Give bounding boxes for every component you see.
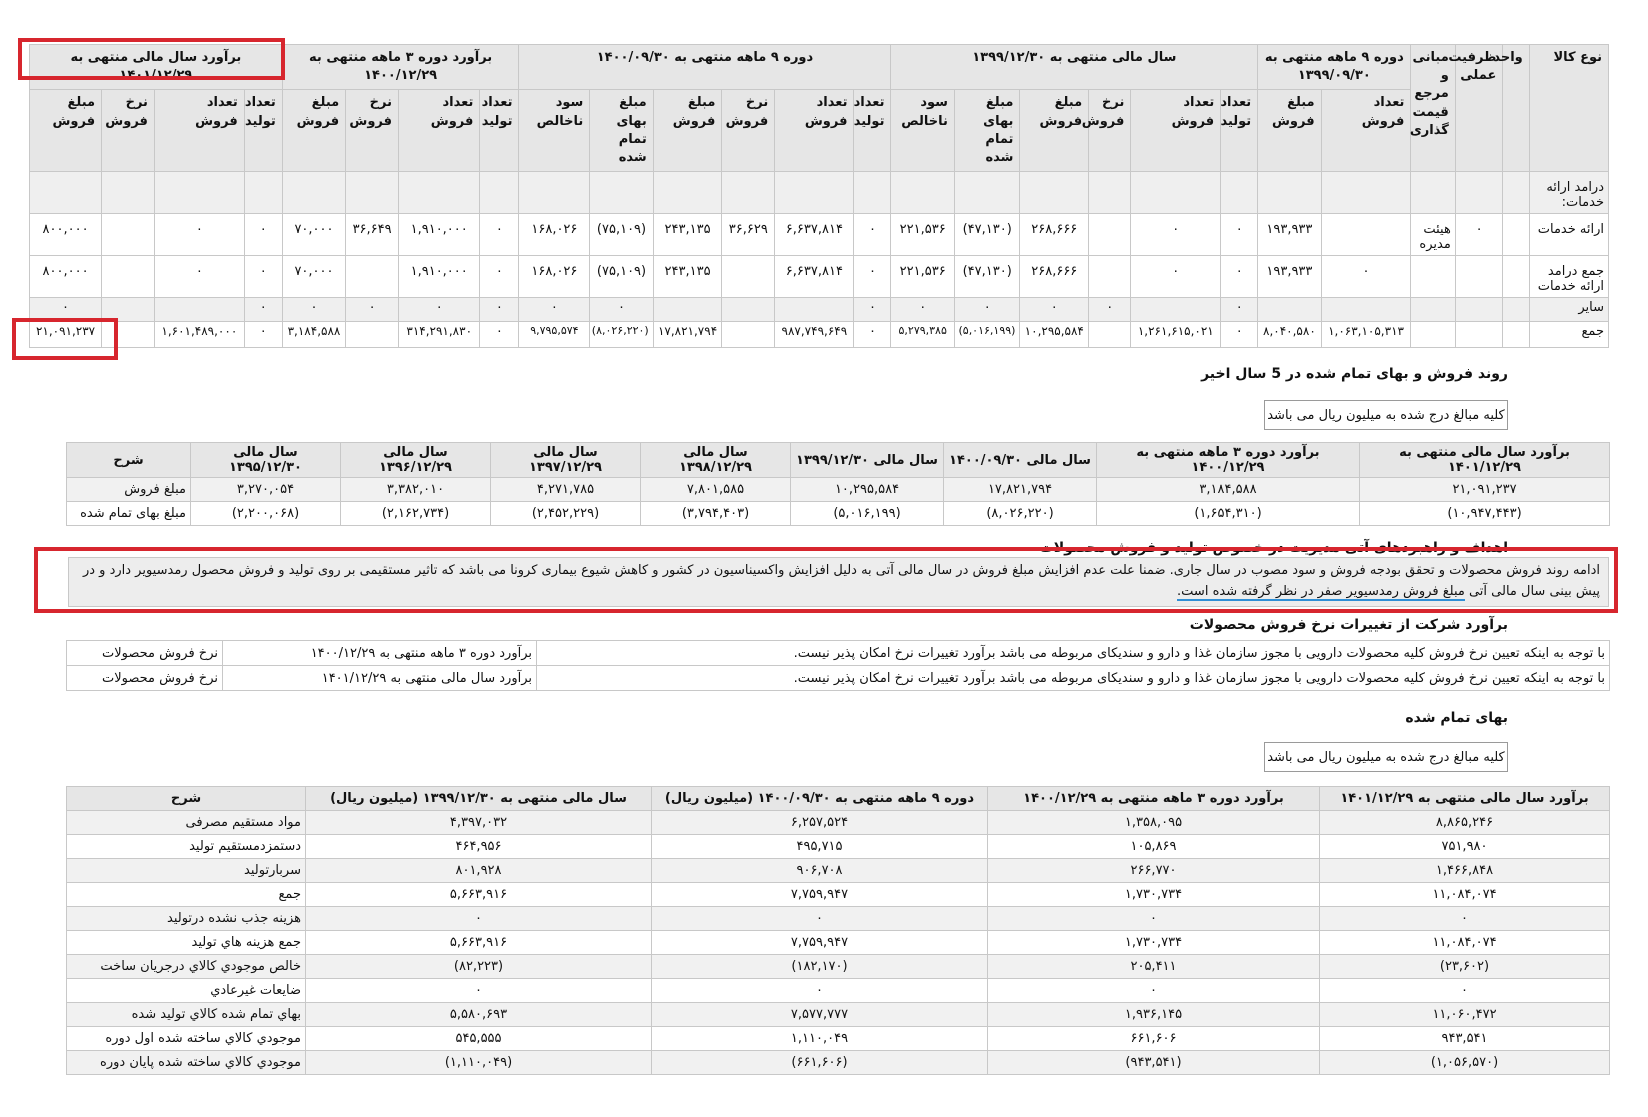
cell	[722, 298, 775, 322]
row-label: جمع هزينه هاي توليد	[67, 931, 306, 955]
table-row	[67, 835, 1610, 859]
cell: ۰	[480, 214, 519, 256]
cell: (۳,۷۹۴,۴۰۳)	[641, 502, 791, 526]
cell: ۰	[652, 979, 988, 1003]
cell: ۱۹۳,۹۳۳	[1258, 256, 1321, 298]
cell: ۷,۷۵۹,۹۴۷	[652, 883, 988, 907]
cell: ۱,۶۰۱,۴۸۹,۰۰۰	[154, 322, 244, 348]
cell: (۲,۲۰۰,۰۶۸)	[191, 502, 341, 526]
cell: ۰	[954, 298, 1020, 322]
cell: ۰	[1321, 256, 1411, 298]
sub-production-qty: تعداد تولید	[480, 90, 519, 172]
sub-sales-qty: تعداد فروش	[399, 90, 480, 172]
header-cell: برآورد سال مالی منتهی به ۱۴۰۱/۱۲/۲۹	[1320, 787, 1610, 811]
table-row	[67, 478, 1610, 502]
cell: ۰	[1320, 979, 1610, 1003]
cell: ۱,۳۵۸,۰۹۵	[988, 811, 1320, 835]
col-capacity: ظرفیت عملی	[1455, 45, 1503, 172]
cell: ۱,۷۳۰,۷۳۴	[988, 931, 1320, 955]
cell: (۶۶۱,۶۰۶)	[652, 1051, 988, 1075]
cell: ۸۰۱,۹۲۸	[306, 859, 652, 883]
cell: (۲۳,۶۰۲)	[1320, 955, 1610, 979]
col-pricing-basis: مبانی و مرجع قیمت گذاری	[1411, 45, 1455, 172]
table-row	[67, 1051, 1610, 1075]
cell: (۲,۱۶۲,۷۳۴)	[341, 502, 491, 526]
header-cell: سال مالی ۱۳۹۵/۱۲/۳۰	[191, 443, 341, 478]
cell: ۰	[1320, 907, 1610, 931]
cell: ۲۶۸,۶۶۶	[1020, 256, 1089, 298]
cell: ۲۰۵,۴۱۱	[988, 955, 1320, 979]
cell: (۸,۰۲۶,۲۲۰)	[944, 502, 1097, 526]
table-row	[67, 666, 1610, 691]
cell: ۲۲۱,۵۳۶	[891, 214, 954, 256]
section-title-goals: اهداف و راهبردهای آتی مدیریت در خصوص تولید و فروش محصولات	[1039, 540, 1508, 556]
cell: ۰	[854, 322, 891, 348]
cell: ۰	[399, 298, 480, 322]
cell: ۰	[1221, 214, 1258, 256]
cell: ۸,۸۶۵,۲۴۶	[1320, 811, 1610, 835]
col-product-type: نوع کالا	[1529, 45, 1608, 172]
trend-table	[66, 442, 1610, 526]
cell: ۰	[244, 298, 282, 322]
cell: ۸,۰۴۰,۵۸۰	[1258, 322, 1321, 348]
cell	[154, 298, 244, 322]
cell: ۰	[480, 322, 519, 348]
cell: (۷۵,۱۰۹)	[590, 214, 653, 256]
unit-note: کلیه مبالغ درج شده به میلیون ریال می باشد	[1264, 400, 1508, 430]
cell: ۵,۶۶۳,۹۱۶	[306, 883, 652, 907]
cell: (۱,۰۵۶,۵۷۰)	[1320, 1051, 1610, 1075]
table-row	[67, 1027, 1610, 1051]
cell	[1089, 256, 1131, 298]
row-label: خالص موجودي كالاي درجريان ساخت	[67, 955, 306, 979]
cell: ۱۰۵,۸۶۹	[988, 835, 1320, 859]
cell: ۱۱,۰۶۰,۴۷۲	[1320, 1003, 1610, 1027]
cell: ۰	[1455, 214, 1503, 256]
cell: ۵,۶۶۳,۹۱۶	[306, 931, 652, 955]
cell: ۰	[30, 298, 102, 322]
cell: ۰	[154, 214, 244, 256]
cell: ۳,۱۸۴,۵۸۸	[1097, 478, 1360, 502]
cell: ۷۵۱,۹۸۰	[1320, 835, 1610, 859]
cell: ۹۰۶,۷۰۸	[652, 859, 988, 883]
cell: ۱,۹۱۰,۰۰۰	[399, 214, 480, 256]
cell: ۰	[480, 298, 519, 322]
row-label: بهاي تمام شده كالاي توليد شده	[67, 1003, 306, 1027]
header-cell: دوره ۹ ماهه منتهی به ۱۴۰۰/۰۹/۳۰ (میلیون ریال)	[652, 787, 988, 811]
cell	[102, 214, 155, 256]
cell: ۵۴۵,۵۵۵	[306, 1027, 652, 1051]
cell: ۰	[519, 298, 590, 322]
cell: ۰	[891, 298, 954, 322]
row-label: موجودي كالاي ساخته شده پايان دوره	[67, 1051, 306, 1075]
cell: ۰	[306, 907, 652, 931]
cell: ۱,۱۱۰,۰۴۹	[652, 1027, 988, 1051]
cell: ۰	[1221, 256, 1258, 298]
row-label: سربارتولید	[67, 859, 306, 883]
cell: ۱۱,۰۸۴,۰۷۴	[1320, 883, 1610, 907]
cell: ۹۴۳,۵۴۱	[1320, 1027, 1610, 1051]
cell: ۱۰,۲۹۵,۵۸۴	[791, 478, 944, 502]
sub-cost-amount: مبلغ بهای تمام شده	[590, 90, 653, 172]
table-row	[30, 298, 1609, 322]
cell	[346, 256, 399, 298]
cell: (۵,۰۱۶,۱۹۹)	[791, 502, 944, 526]
cell: ۲۴۳,۱۳۵	[653, 256, 722, 298]
cell: ۴,۳۹۷,۰۳۲	[306, 811, 652, 835]
cell: ۰	[1221, 298, 1258, 322]
row-label: مواد مستقیم مصرفی	[67, 811, 306, 835]
cell: ۱۶۸,۰۲۶	[519, 214, 590, 256]
cell: برآورد سال مالی منتهی به ۱۴۰۱/۱۲/۲۹	[223, 666, 537, 691]
cell	[1411, 322, 1455, 348]
cell	[775, 298, 854, 322]
group-9m-1400: دوره ۹ ماهه منتهی به ۱۴۰۰/۰۹/۳۰	[519, 45, 891, 90]
cell: ۳۶,۶۴۹	[346, 214, 399, 256]
sub-sales-qty: تعداد فروش	[1131, 90, 1221, 172]
section-title-cost: بهای تمام شده	[1405, 710, 1508, 726]
table-row	[67, 1003, 1610, 1027]
cost-table	[66, 786, 1610, 1075]
cell	[1411, 298, 1455, 322]
cell: ۱۹۳,۹۳۳	[1258, 214, 1321, 256]
row-label: موجودي كالاي ساخته شده اول دوره	[67, 1027, 306, 1051]
cell	[1411, 256, 1455, 298]
cell: ۰	[244, 214, 282, 256]
cell: ۳,۱۸۴,۵۸۸	[282, 322, 345, 348]
cell	[1258, 298, 1321, 322]
table-row	[67, 502, 1610, 526]
header-cell: برآورد دوره ۳ ماهه منتهی به ۱۴۰۰/۱۲/۲۹	[988, 787, 1320, 811]
table-row	[67, 955, 1610, 979]
cell: ۰	[282, 298, 345, 322]
cell: ۷,۷۵۹,۹۴۷	[652, 931, 988, 955]
cell: با توجه به اینکه تعیین نرخ فروش کلیه محصولات دارویی با مجوز سازمان غذا و دارو و سندیکای مربوطه می باشد برآورد تغییرات نرخ امکان پذیر نیست.	[537, 666, 1610, 691]
cell: ۷۰,۰۰۰	[282, 214, 345, 256]
products-sales-table	[29, 44, 1609, 348]
cell	[653, 298, 722, 322]
cell: ۰	[244, 256, 282, 298]
cell: ۰	[854, 256, 891, 298]
cell: ۳۱۴,۲۹۱,۸۳۰	[399, 322, 480, 348]
sub-production-qty: تعداد تولید	[1221, 90, 1258, 172]
sub-sales-qty: تعداد فروش	[1321, 90, 1411, 172]
table-row	[67, 907, 1610, 931]
header-cell: سال مالی ۱۳۹۸/۱۲/۲۹	[641, 443, 791, 478]
cell: ۰	[854, 298, 891, 322]
cell: ۰	[244, 322, 282, 348]
cell: (۱,۱۱۰,۰۴۹)	[306, 1051, 652, 1075]
col-unit: واحد	[1503, 45, 1529, 172]
section-title-trend: روند فروش و بهای تمام شده در 5 سال اخیر	[1201, 366, 1508, 382]
header-cell: شرح	[67, 787, 306, 811]
row-label: ارائه خدمات	[1529, 214, 1608, 256]
cell: ۱,۷۳۰,۷۳۴	[988, 883, 1320, 907]
cell: (۴۷,۱۳۰)	[954, 214, 1020, 256]
cell: ۷,۸۰۱,۵۸۵	[641, 478, 791, 502]
sub-gross-profit: سود ناخالص	[519, 90, 590, 172]
header-cell: سال مالی منتهی به ۱۳۹۹/۱۲/۳۰ (میلیون ریال)	[306, 787, 652, 811]
cell: (۸,۰۲۶,۲۲۰)	[590, 322, 653, 348]
cell: (۴۷,۱۳۰)	[954, 256, 1020, 298]
cell: ۲۴۳,۱۳۵	[653, 214, 722, 256]
table-row	[67, 859, 1610, 883]
cell: (۱,۶۵۴,۳۱۰)	[1097, 502, 1360, 526]
table-row	[30, 172, 1609, 214]
header-cell: سال مالی ۱۳۹۶/۱۲/۲۹	[341, 443, 491, 478]
cell: (۸۲,۲۲۳)	[306, 955, 652, 979]
cell: ۰	[1131, 256, 1221, 298]
sub-sales-amount: مبلغ فروش	[282, 90, 345, 172]
cell	[1455, 256, 1503, 298]
cell: ۸۰۰,۰۰۰	[30, 256, 102, 298]
unit-note: کلیه مبالغ درج شده به میلیون ریال می باشد	[1264, 742, 1508, 772]
table-row	[67, 883, 1610, 907]
row-label: مبلغ بهای تمام شده	[67, 502, 191, 526]
cell: ۰	[1131, 214, 1221, 256]
goals-text-underlined: مبلغ فروش رمدسیویر صفر در نظر گرفته شده است.	[1177, 584, 1465, 599]
cell: ۲۱,۰۹۱,۲۳۷	[30, 322, 102, 348]
goals-text: ادامه روند فروش محصولات و تحقق بودجه فروش و سود مصوب در سال جاری. ضمنا علت عدم افزایش مبلغ فروش در سال مالی آتی به دلیل افزایش واکسیناسیون در کشور و کاهش شیوع بیماری کرونا می باشد که تاثیر مستقیمی بر روی تولید و فروش محصول رمدسیویر دارد و در پیش بینی سال مالی آتی	[82, 563, 1600, 599]
price-changes-table	[66, 640, 1610, 691]
sub-sales-amount: مبلغ فروش	[1020, 90, 1089, 172]
cell: ۱,۹۳۶,۱۴۵	[988, 1003, 1320, 1027]
cell: ۳,۲۷۰,۰۵۴	[191, 478, 341, 502]
row-label: جمع	[67, 883, 306, 907]
cell	[102, 256, 155, 298]
cell	[1321, 298, 1411, 322]
table-row-total	[30, 322, 1609, 348]
sub-cost-amount: مبلغ بهای تمام شده	[954, 90, 1020, 172]
group-fy-1401: برآورد سال مالی منتهی به ۱۴۰۱/۱۲/۲۹	[30, 45, 283, 90]
sub-production-qty: تعداد تولید	[854, 90, 891, 172]
cell: ۵,۲۷۹,۳۸۵	[891, 322, 954, 348]
cell	[1455, 298, 1503, 322]
cell	[102, 298, 155, 322]
cell: با توجه به اینکه تعیین نرخ فروش کلیه محصولات دارویی با مجوز سازمان غذا و دارو و سندیکای مربوطه می باشد برآورد تغییرات نرخ امکان پذیر نیست.	[537, 641, 1610, 666]
cell: ۹۸۷,۷۴۹,۶۴۹	[775, 322, 854, 348]
cell	[1089, 322, 1131, 348]
table-row	[30, 214, 1609, 256]
cell: ۲۶۸,۶۶۶	[1020, 214, 1089, 256]
cell: ۸۰۰,۰۰۰	[30, 214, 102, 256]
goals-paragraph	[68, 557, 1609, 607]
cell	[1455, 322, 1503, 348]
cell: ۴۶۴,۹۵۶	[306, 835, 652, 859]
cell: ۰	[154, 256, 244, 298]
cell	[1131, 298, 1221, 322]
cell: ۰	[346, 298, 399, 322]
cell	[346, 322, 399, 348]
cell: ۶,۲۵۷,۵۲۴	[652, 811, 988, 835]
row-label: سایر	[1529, 298, 1608, 322]
cell: (۷۵,۱۰۹)	[590, 256, 653, 298]
cell: ۱۷,۸۲۱,۷۹۴	[653, 322, 722, 348]
sub-sales-amount: مبلغ فروش	[653, 90, 722, 172]
cell: ۰	[590, 298, 653, 322]
cell: ۳,۳۸۲,۰۱۰	[341, 478, 491, 502]
cell: (۱۰,۹۴۷,۴۴۳)	[1360, 502, 1610, 526]
group-fy-1399: سال مالی منتهی به ۱۳۹۹/۱۲/۳۰	[891, 45, 1258, 90]
cell	[1321, 214, 1411, 256]
table-row	[67, 979, 1610, 1003]
cell: ۷,۵۷۷,۷۷۷	[652, 1003, 988, 1027]
cell: ۶۶۱,۶۰۶	[988, 1027, 1320, 1051]
cell: برآورد دوره ۳ ماهه منتهی به ۱۴۰۰/۱۲/۲۹	[223, 641, 537, 666]
row-label: دستمزدمستقیم تولید	[67, 835, 306, 859]
cell: ۵,۵۸۰,۶۹۳	[306, 1003, 652, 1027]
cell: ۰	[1020, 298, 1089, 322]
sub-sales-rate: نرخ فروش	[102, 90, 155, 172]
cell: (۲,۴۵۲,۲۲۹)	[491, 502, 641, 526]
cell: ۹,۷۹۵,۵۷۴	[519, 322, 590, 348]
cell: ۲۲۱,۵۳۶	[891, 256, 954, 298]
header-cell: برآورد دوره ۳ ماهه منتهی به ۱۴۰۰/۱۲/۲۹	[1097, 443, 1360, 478]
header-cell: سال مالی ۱۴۰۰/۰۹/۳۰	[944, 443, 1097, 478]
cell: ۱۰,۲۹۵,۵۸۴	[1020, 322, 1089, 348]
table-row	[30, 256, 1609, 298]
cell: ۱,۹۱۰,۰۰۰	[399, 256, 480, 298]
cell: ۰	[306, 979, 652, 1003]
cell: ۶,۶۳۷,۸۱۴	[775, 214, 854, 256]
cell: ۰	[1089, 298, 1131, 322]
sub-sales-qty: تعداد فروش	[775, 90, 854, 172]
cell: ۱۷,۸۲۱,۷۹۴	[944, 478, 1097, 502]
sub-sales-qty: تعداد فروش	[154, 90, 244, 172]
cell: ۱,۴۶۶,۸۴۸	[1320, 859, 1610, 883]
section-title-price-changes: برآورد شرکت از تغییرات نرخ فروش محصولات	[1189, 617, 1508, 633]
cell: ۰	[480, 256, 519, 298]
cell: ۰	[854, 214, 891, 256]
table-row	[67, 811, 1610, 835]
cell: ۱,۲۶۱,۶۱۵,۰۲۱	[1131, 322, 1221, 348]
table-row	[67, 931, 1610, 955]
row-label: جمع	[1529, 322, 1608, 348]
row-label: جمع درامد ارائه خدمات	[1529, 256, 1608, 298]
group-3m-1400: برآورد دوره ۳ ماهه منتهی به ۱۴۰۰/۱۲/۲۹	[282, 45, 519, 90]
header-cell: سال مالی ۱۳۹۹/۱۲/۳۰	[791, 443, 944, 478]
cell: ۱۶۸,۰۲۶	[519, 256, 590, 298]
sub-sales-rate: نرخ فروش	[346, 90, 399, 172]
header-cell: برآورد سال مالی منتهی به ۱۴۰۱/۱۲/۲۹	[1360, 443, 1610, 478]
cell: ۰	[988, 979, 1320, 1003]
cell: (۹۴۳,۵۴۱)	[988, 1051, 1320, 1075]
group-9m-1399: دوره ۹ ماهه منتهی به ۱۳۹۹/۰۹/۳۰	[1258, 45, 1411, 90]
row-label: ضايعات غيرعادي	[67, 979, 306, 1003]
cell: ۴,۲۷۱,۷۸۵	[491, 478, 641, 502]
cell	[722, 256, 775, 298]
row-label: مبلغ فروش	[67, 478, 191, 502]
table-row	[67, 641, 1610, 666]
cell: (۵,۰۱۶,۱۹۹)	[954, 322, 1020, 348]
cell: ۴۹۵,۷۱۵	[652, 835, 988, 859]
row-label: درامد ارائه خدمات:	[1529, 172, 1608, 214]
row-label: هزینه جذب نشده درتولید	[67, 907, 306, 931]
cell: ۶,۶۳۷,۸۱۴	[775, 256, 854, 298]
sub-sales-rate: نرخ فروش	[722, 90, 775, 172]
sub-sales-amount: مبلغ فروش	[30, 90, 102, 172]
header-cell: شرح	[67, 443, 191, 478]
header-cell: سال مالی ۱۳۹۷/۱۲/۲۹	[491, 443, 641, 478]
sub-sales-rate: نرخ فروش	[1089, 90, 1131, 172]
sub-production-qty: تعداد تولید	[244, 90, 282, 172]
cell: ۳۶,۶۲۹	[722, 214, 775, 256]
cell: (۱۸۲,۱۷۰)	[652, 955, 988, 979]
cell	[1089, 214, 1131, 256]
row-label: نرخ فروش محصولات	[67, 666, 223, 691]
cell: ۰	[1221, 322, 1258, 348]
cell: ۰	[652, 907, 988, 931]
cell: ۰	[988, 907, 1320, 931]
cell: ۱,۰۶۳,۱۰۵,۳۱۳	[1321, 322, 1411, 348]
sub-gross-profit: سود ناخالص	[891, 90, 954, 172]
cell: ۷۰,۰۰۰	[282, 256, 345, 298]
cell: ۲۶۶,۷۷۰	[988, 859, 1320, 883]
cell	[722, 322, 775, 348]
cell: ۲۱,۰۹۱,۲۳۷	[1360, 478, 1610, 502]
cell: هیئت مدیره	[1411, 214, 1455, 256]
row-label: نرخ فروش محصولات	[67, 641, 223, 666]
cell: ۱۱,۰۸۴,۰۷۴	[1320, 931, 1610, 955]
sub-sales-amount: مبلغ فروش	[1258, 90, 1321, 172]
cell	[102, 322, 155, 348]
